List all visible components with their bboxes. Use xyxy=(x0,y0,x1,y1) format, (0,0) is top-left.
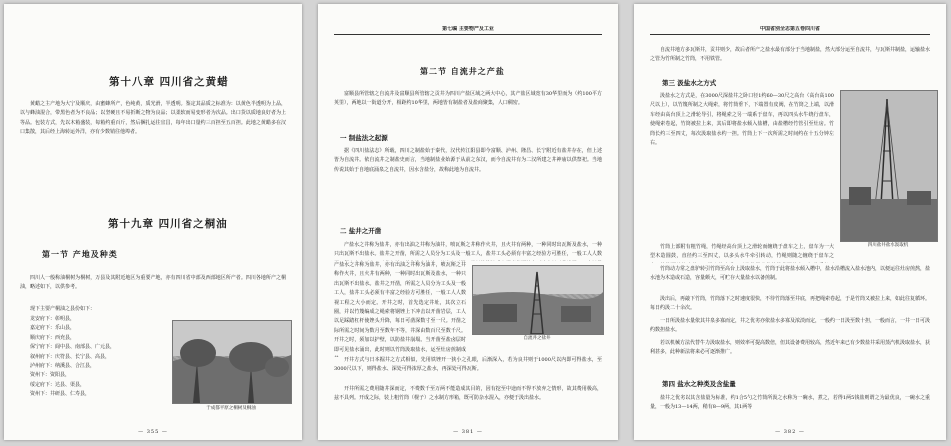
bullock-text: 竹筒上部附有粗竹绳，竹绳经高台顶上之滑轮而缠绕于盘车之上，盘车为一大型木造圆鼓，直径约三至四丈，以多头水牛牵引转动，竹绳则随之缠绕于盘车之 xyxy=(650,244,834,260)
list-item: 顺庆府下：西充县， xyxy=(30,334,76,341)
book-page-355 xyxy=(4,4,302,440)
list-item: 嘉定府下：乐山县， xyxy=(30,325,76,332)
salt-derrick-photo xyxy=(840,90,938,242)
tung-tree-photo xyxy=(172,320,292,404)
list-item: 保宁府下：阆中县、南部县、广元县， xyxy=(30,344,116,351)
list-item: 龙安府下：彰明县， xyxy=(30,316,76,322)
drawing-text-2: 竹筒动力常之盘驴转引竹筒至高台上汲取盐水，竹筒于此将盐水倾入槽中，盐水沿槽流入盐水池内，以便运往灶房煎熬，盐水池为木造或石造，容量颇大，可贮存大量盐水以备煎制。 xyxy=(650,266,930,282)
machine-cost-text: 若以机械方法代替牛力汲取盐水，则效率可提高数倍，但其设备费用较高，然近年来已有少数盐井采用蒸汽机汲取盐水，获利甚多，此种新法将来必可逐渐推广。 xyxy=(650,340,930,356)
list-item: 资州下：井研县、仁寿县， xyxy=(30,391,91,398)
section-2-title: 第二节 自流井之产盐 xyxy=(420,66,505,76)
gas-well-text: 自流井地方多瓦斯井，贡井则少，故后者所产之盐水最有部分于当地制盐，然大部分运至自流井，与瓦斯井制盐，运输盐水之管为竹所制之竹筒，不用铁管。 xyxy=(650,47,930,63)
page-number: — 355 — xyxy=(138,429,168,435)
county-list-intro: 现下主要产桐油之县份如下： xyxy=(30,306,96,312)
salt-intro: 富顺县所管辖之自流井及富顺县所管辖之贡井为四川产盐区域之两大中心，其产盐区域宽有30华里而为（约100平方英里），两地以一街道分开，相距约10华里，两地皆有制盐者及盐商聚集，人口稠密。 xyxy=(334,91,602,107)
running-head: 第七编 主要物产及工业 xyxy=(334,26,602,35)
section-1-title: 第一节 产地及种类 xyxy=(42,249,118,259)
list-item: 泸州府下：纳溪县、合江县， xyxy=(30,363,96,370)
chapter-18-title: 第十八章 四川省之黄蜡 xyxy=(109,76,229,88)
subhead-drawing: 第三 汲盐水之方式 xyxy=(662,79,717,87)
page-number: — 382 — xyxy=(775,429,805,435)
list-item: 叙州府下：庆符县、长宁县、高县， xyxy=(30,353,111,360)
drilling-cost-text: 开井所需之费用随井深而定，不费数千至万两不能造成其目的，因有挖至中途而不得不放弃之情形，故其费用极高，兹不具列。开成之际，装上粗竹筒（枧子）之水制方形箱，既可防杂水混入，亦便于汲出盐水。 xyxy=(334,386,602,402)
subhead-origin: 一 制盐法之起源 xyxy=(340,134,388,142)
drilling-text-top: 产盐水之井称为盐井，亦有出油之井称为油井，喷瓦斯之井称作火井，且火井有两种，一种同时出瓦斯及盐水，一种只出瓦斯不出盐水。盐井之开凿，所需之人员分为工头及一般工人，盐井工头必须有丰富之经验方可胜任，一般工人人数 xyxy=(334,242,602,258)
book-page-382 xyxy=(634,4,946,440)
drawing-method-text: 汲盐水之方式是，在3000尺深盐井之卧口径1约60—30尺之高台（高台高100尺以上），以竹篾所制之大绳索，将竹筒垂下，下端置有皮阀，在竹筒之上端，以滑车经由高台顶上之滑轮导引，将绳索之另一端系于盘车，再以四头水牛绕行盘车，使绳索卷起，竹筒被拉上来，其后即将盐水倾入盐槽，由盐槽经竹管引至灶房。竹筒长约三至四丈，每次汲取盐水约一担。竹筒上下一次所需之时间约在十五分钟左右。 xyxy=(650,93,834,147)
salt-origin-text: 据《四川盐法志》所载，四川之制盐始于秦代，汉代传江阳县即今富顺、泸州、隆昌、长宁附近有盐井存在，但上述皆为自流井。依自流井之制盐史而言，当地制盐业始源于从前之东汉，而今自流井有为二汉所建之井神庙以供祭祀。当地传说其始于自地底涌泉之自流井，因水含盐分，故称此地为自流井。 xyxy=(334,148,602,173)
salt-well-photo xyxy=(472,265,604,335)
chapter-18-body: 黄蜡之主产地为大宁及顺庆，由蜜蜂所产，色纯黄，质光滑，半透明。鉴定其品质之标准为：以黄色半透明为上品，以与蜂油混合，带黑色者为不良品；以坚硬且不易折断之物为良品；以柔软而易变形者为次品。出口货以质地良好者为上等品。包装方式，先以木箱盛装，每箱约重百斤，然后捆扎运往宜昌，每年出口量约三百担至五百担。此地之黄蜡多在汉口集散，其后经上海转运外洋，亦有少数销往他埠者。 xyxy=(20,101,286,136)
chapter-19-title: 第十九章 四川省之桐油 xyxy=(108,218,228,230)
county-list xyxy=(30,315,166,427)
tung-tree-photo-caption: 于成都平原之桐树及桐油 xyxy=(206,406,256,411)
page-number: — 381 — xyxy=(453,429,483,435)
list-item: 绥定府下：达县、渠县， xyxy=(30,381,86,388)
list-item: 资州下：资阳县， xyxy=(30,372,71,379)
subhead-brine-types: 第四 盐水之种类及含盐量 xyxy=(662,380,736,388)
salt-derrick-photo-caption: 四川盐井盐水汲取机 xyxy=(867,243,909,248)
book-page-381 xyxy=(318,4,618,440)
running-head: 中国省别全志第五卷四川省 xyxy=(650,26,930,35)
daily-yield-text: 一日所汲盐水量依其井泉多寡而定，井之优劣亦依盐水多寡及浓淡而定，一般约一日汲至数十担，一般而言，一井一日可汲约数担盐水。 xyxy=(650,318,930,334)
subhead-drilling: 二 盐井之开凿 xyxy=(340,227,382,235)
drilling-text-column: 产盐水之井称为盐井，亦有出油之井称为油井，喷瓦斯之井称作火井，且火井有两种，一种同时出瓦斯及盐水，一种只出瓦斯不出盐水。盐井之开凿，所需之人员分为工头及一般工人，盐井工头必须有丰富之经验方可胜任，一般工人人数视工程之大小而定。开井之时，首先选定井址，其次立石圈，并以竹篾编成之绳索将钢锉上下冲击以开凿岩层，工人以足踩踏杠杆使锉头升降，每日可凿深数寸至一尺。开凿之际所需之时间为数月至数年不等，井深由数百尺至数千尺。开井之时，须加以护壁，以防盐井崩塌。当开凿至盐卤层时即可见盐水涌出，此时则以竹筒汲取盐水，运至灶房煎制成 xyxy=(334,262,466,353)
drawing-text-3: 汲出后，再敲下竹筒，竹筒落下之时速度很快，不待竹筒落至井底，再把绳索卷起，于是竹筒又被拉上来，如此往复循环。每日约汲二十余次。 xyxy=(650,296,930,312)
chapter-19-intro: 四川人一般称油桐树为桐树，万县及其附近地区为重要产地，亦有四川省中部及西部地区所产者。四川各地所产之桐油，略述如下，以供参考。 xyxy=(20,275,286,291)
salt-well-photo-caption: 自流井之盐井 xyxy=(523,336,551,341)
drilling-method-text: 开井方式与日本掘井之方式相似，先用铁锉开一狭小之孔眼，后渐深入，若为良井则于1000尺以内即可得盐水，至3000尺以下，则得盐水、深处可得浓厚之盐水，再深处可得瓦斯。 xyxy=(334,357,602,373)
brine-content-text: 盐井之优劣以其含盐量为标准，约1合5勺之竹筒所汲之水称为一碗水，煮之，若得1两5钱盐则谓之为最优良，一碗水之重量，一般为13—14两，稍有8—9两，其1两等 xyxy=(650,395,930,411)
